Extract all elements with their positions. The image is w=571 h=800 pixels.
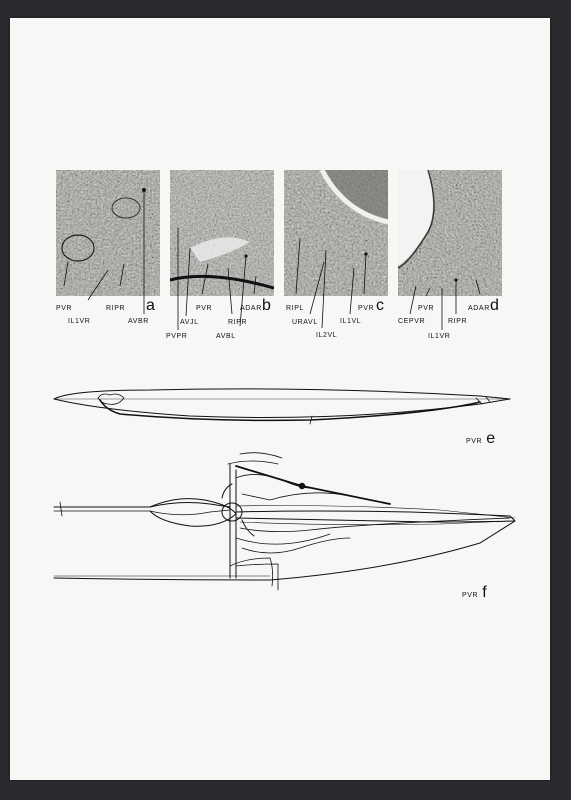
worm-diagram-e: [10, 18, 550, 780]
figure-label-e: [466, 430, 495, 448]
label-b-adar: ADAR: [240, 305, 262, 312]
micrograph-panel-b: [170, 170, 274, 296]
label-b-pvr: PVR: [196, 305, 213, 312]
label-c-uravl: URAVL: [292, 319, 318, 326]
label-a-pvr: PVR: [56, 305, 73, 312]
figure-f-cell: PVR: [462, 592, 479, 599]
figure-f-letter: f: [482, 584, 487, 601]
micrograph-panel-a: [56, 170, 160, 296]
label-d-cepvr: CEPVR: [398, 318, 426, 325]
label-a-il1vr: IL1VR: [68, 318, 91, 325]
label-c-il2vl: IL2VL: [316, 332, 338, 339]
figure-e-cell: PVR: [466, 438, 483, 445]
panel-letter-c: c: [376, 297, 384, 314]
label-a-ripr: RIPR: [106, 305, 126, 312]
figure-e-letter: e: [486, 430, 496, 447]
figure-label-f: [462, 584, 487, 602]
label-c-ripl: RIPL: [286, 305, 304, 312]
label-d-il1vr: IL1VR: [428, 333, 451, 340]
micrograph-panel-c: [284, 170, 388, 296]
label-d-pvr: PVR: [418, 305, 435, 312]
label-c-il1vl: IL1VL: [340, 318, 362, 325]
micrograph-panel-d: [398, 170, 502, 296]
label-d-adar: ADAR: [468, 305, 490, 312]
panel-letter-a: a: [146, 297, 155, 314]
panel-letter-b: b: [262, 297, 271, 314]
label-b-avbl: AVBL: [216, 333, 236, 340]
label-d-ripr: RIPR: [448, 318, 468, 325]
panel-leader-lines: [10, 18, 550, 780]
label-b-avjl: AVJL: [180, 319, 199, 326]
label-b-pvpr: PVPR: [166, 333, 188, 340]
head-diagram-f: [10, 18, 550, 780]
paper-page: [10, 18, 550, 780]
panel-letter-d: d: [490, 297, 499, 314]
label-b-ripr: RIPR: [228, 319, 248, 326]
label-c-pvr: PVR: [358, 305, 375, 312]
label-a-avbr: AVBR: [128, 318, 149, 325]
